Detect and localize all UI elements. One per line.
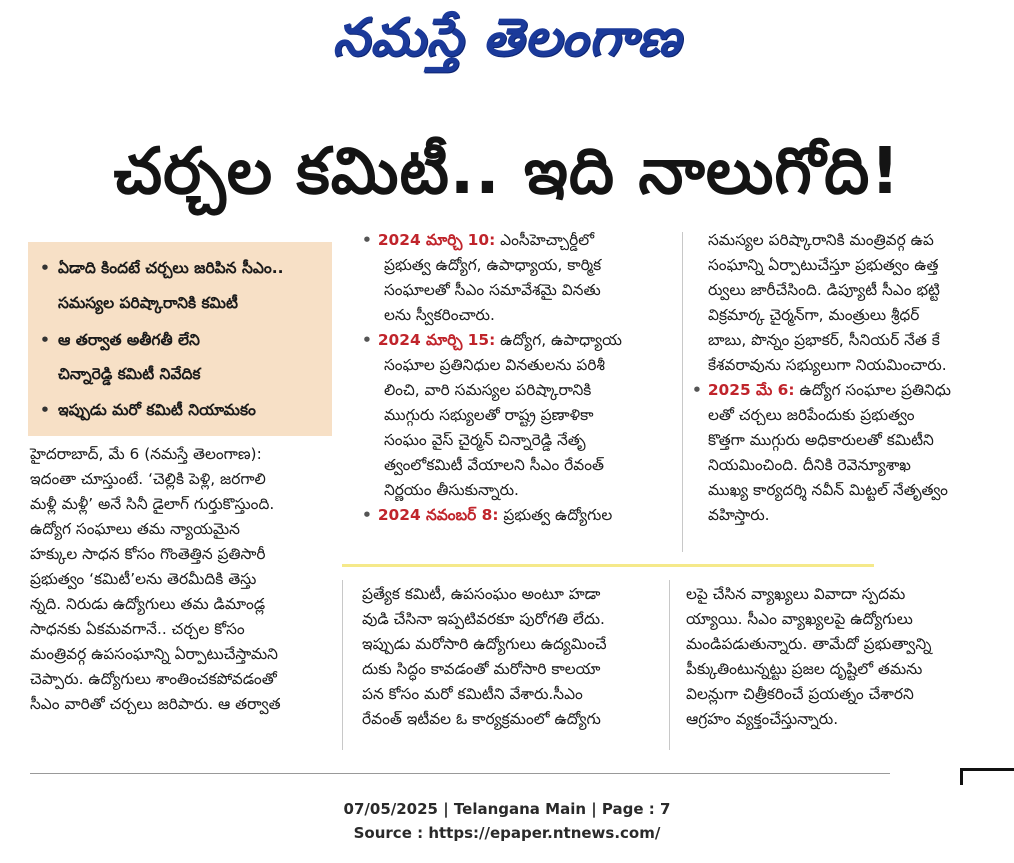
body-line: య్యాయి. సీఎం వ్యాఖ్యలపై ఉద్యోగులు: [686, 610, 913, 628]
masthead-logo: నమస్తే తెలంగాణ: [332, 8, 682, 68]
body-line: మంత్రివర్గ ఉపసంఘాన్ని ఏర్పాటుచేస్తామని: [30, 645, 278, 663]
timeline-entry: • 2024 మార్చి 15: ఉద్యోగ, ఉపాధ్యాయ: [362, 331, 622, 349]
body-line: కొత్తగా ముగ్గురు అధికారులతో కమిటీని: [708, 431, 934, 449]
column-divider: [342, 580, 343, 750]
body-line: రేవంత్ ఇటీవల ఓ కార్యక్రమంలో ఉద్యోగు: [362, 710, 601, 728]
body-line: విలన్లుగా చిత్రీకరించే ప్రయత్నం చేశారని: [686, 685, 914, 703]
timeline-entry: • 2024 మార్చి 10: ఎంసీహెచ్చార్డీలో: [362, 231, 595, 249]
entry-date: 2024 నవంబర్ 8:: [377, 506, 499, 524]
footer-meta: 07/05/2025 | Telangana Main | Page : 7: [343, 800, 671, 818]
body-line: బాబు, పొన్నం ప్రభాకర్, సీనియర్ నేత కే: [708, 331, 940, 349]
bullet-icon: •: [692, 381, 702, 399]
body-line: సంఘాలతో సీఎం సమావేశమై వినతు: [384, 281, 601, 299]
body-line: ప్రభుత్వ ఉద్యోగ, ఉపాధ్యాయ, కార్మిక: [384, 256, 602, 274]
body-line: ముఖ్య కార్యదర్శి నవీన్ మిట్టల్ నేతృత్వం: [708, 481, 948, 499]
bullet-icon: •: [362, 331, 372, 349]
bullet-icon: •: [40, 259, 50, 277]
body-line: సీఎం వారితో చర్చలు జరిపారు. ఆ తర్వాత: [30, 695, 281, 713]
body-line: ఇదంతా చూస్తుంటే. ‘చెల్లికి పెళ్లి, జరగాలి: [30, 470, 266, 488]
body-line: ఉద్యోగ సంఘాలు తమ న్యాయమైన: [30, 520, 240, 538]
body-line: దుకు సిద్ధం కావడంతో మరోసారి కాలయా: [362, 660, 601, 678]
body-line: సాధనకు ఏకమవగానే.. చర్చల కోసం: [30, 620, 245, 638]
summary-item: • ఏడాది కిందటే చర్చలు జరిపిన సీఎం..: [40, 250, 330, 286]
bullet-icon: •: [40, 401, 50, 419]
column-divider: [682, 232, 683, 552]
body-line: సంఘాల ప్రతినిధుల వినతులను పరిశీ: [384, 356, 605, 374]
timeline-column-3: [692, 228, 992, 528]
headline: చర్చల కమిటీ.. ఇది నాలుగోది!: [113, 135, 901, 209]
body-line: ముగ్గురు సభ్యులతో రాష్ట్ర ప్రణాళికా: [384, 406, 594, 424]
footer-source: Source : https://epaper.ntnews.com/: [353, 824, 661, 842]
entry-date: 2025 మే 6:: [707, 381, 795, 399]
body-line: త్వంలోకమిటీ వేయాలని సీఎం రేవంత్: [384, 456, 604, 474]
body-line: సంఘం వైస్ చైర్మన్ చిన్నారెడ్డి నేతృ: [384, 431, 586, 449]
body-line: మళ్లీ మళ్లీ’ అనే సినీ డైలాగ్ గుర్తుకొస్తుంది.: [30, 495, 275, 513]
body-line: ప్రభుత్వం ‘కమిటీ’లను తెరమీదికి తెస్తు: [30, 570, 257, 588]
body-line: చెప్పారు. ఉద్యోగులు శాంతించకపోవడంతో: [30, 670, 277, 688]
summary-item: చిన్నారెడ్డి కమిటీ నివేదిక: [58, 365, 201, 383]
section-separator: [342, 564, 874, 567]
body-line: ఆగ్రహం వ్యక్తంచేస్తున్నారు.: [686, 710, 839, 728]
column-divider: [669, 580, 670, 750]
body-line: కేశవరావును సభ్యులుగా నియమించారు.: [708, 356, 947, 374]
body-line: లించి, వారి సమస్యల పరిష్కారానికి: [384, 381, 592, 399]
summary-item: • ఆ తర్వాత అతీగతీ లేని: [40, 322, 330, 358]
body-line: సంఘాన్ని ఏర్పాటుచేస్తూ ప్రభుత్వం ఉత్త: [708, 256, 939, 274]
entry-date: 2024 మార్చి 15:: [377, 331, 496, 349]
article-column-1: [30, 442, 335, 717]
dateline: హైదరాబాద్, మే 6 (నమస్తే తెలంగాణ):: [30, 445, 262, 463]
body-line: సమస్యల పరిష్కారానికి మంత్రివర్గ ఉప: [708, 231, 934, 249]
body-line: లపై చేసిన వ్యాఖ్యలు వివాదా స్పదమ: [686, 585, 906, 603]
body-line: నియమించింది. దీనికి రెవెన్యూశాఖ: [708, 456, 911, 474]
body-line: ర్వులు జారీచేసింది. డిప్యూటీ సీఎం భట్టి: [708, 281, 940, 299]
summary-item: సమస్యల పరిష్కారానికి కమిటీ: [58, 294, 238, 312]
timeline-entry: • 2024 నవంబర్ 8: ప్రభుత్వ ఉద్యోగుల: [362, 506, 613, 524]
summary-box: [28, 242, 332, 436]
body-line: ఇప్పుడు మరోసారి ఉద్యోగులు ఉద్యమించే: [362, 635, 607, 653]
entry-date: 2024 మార్చి 10:: [377, 231, 496, 249]
summary-item: • ఇప్పుడు మరో కమిటీ నియామకం: [40, 392, 330, 428]
body-line: వహిస్తారు.: [708, 506, 770, 524]
body-line: ప్రత్యేక కమిటీ, ఉపసంఘం అంటూ హడా: [362, 585, 601, 603]
body-line: లతో చర్చలు జరిపేందుకు ప్రభుత్వం: [708, 406, 915, 424]
timeline-entry: • 2025 మే 6: ఉద్యోగ సంఘాల ప్రతినిధు: [692, 381, 951, 399]
bullet-icon: •: [362, 231, 372, 249]
bullet-icon: •: [40, 331, 50, 349]
corner-mark: [960, 768, 1014, 785]
article-column-2: [362, 582, 662, 732]
body-line: నిర్ణయం తీసుకున్నారు.: [384, 481, 519, 499]
body-line: న్నది. నిరుడు ఉద్యోగులు తమ డిమాండ్ల: [30, 595, 266, 613]
body-line: హక్కుల సాధన కోసం గొంతెత్తిన ప్రతిసారీ: [30, 545, 266, 563]
body-line: లను స్వీకరించారు.: [384, 306, 495, 324]
bullet-icon: •: [362, 506, 372, 524]
body-line: విక్రమార్క చైర్మన్‌గా, మంత్రులు శ్రీధర్: [708, 306, 920, 324]
body-line: పీక్కుతింటున్నట్టు ప్రజల దృష్టిలో తమను: [686, 660, 923, 678]
body-line: పన కోసం మరో కమిటీని వేశారు.సీఎం: [362, 685, 583, 703]
body-line: మండిపడుతున్నారు. తామేదో ప్రభుత్వాన్ని: [686, 635, 932, 653]
article-column-3: [686, 582, 986, 732]
body-line: వుడి చేసినా ఇప్పటివరకూ పురోగతి లేదు.: [362, 610, 605, 628]
bottom-rule: [30, 773, 890, 774]
timeline-column-2: [362, 228, 662, 528]
